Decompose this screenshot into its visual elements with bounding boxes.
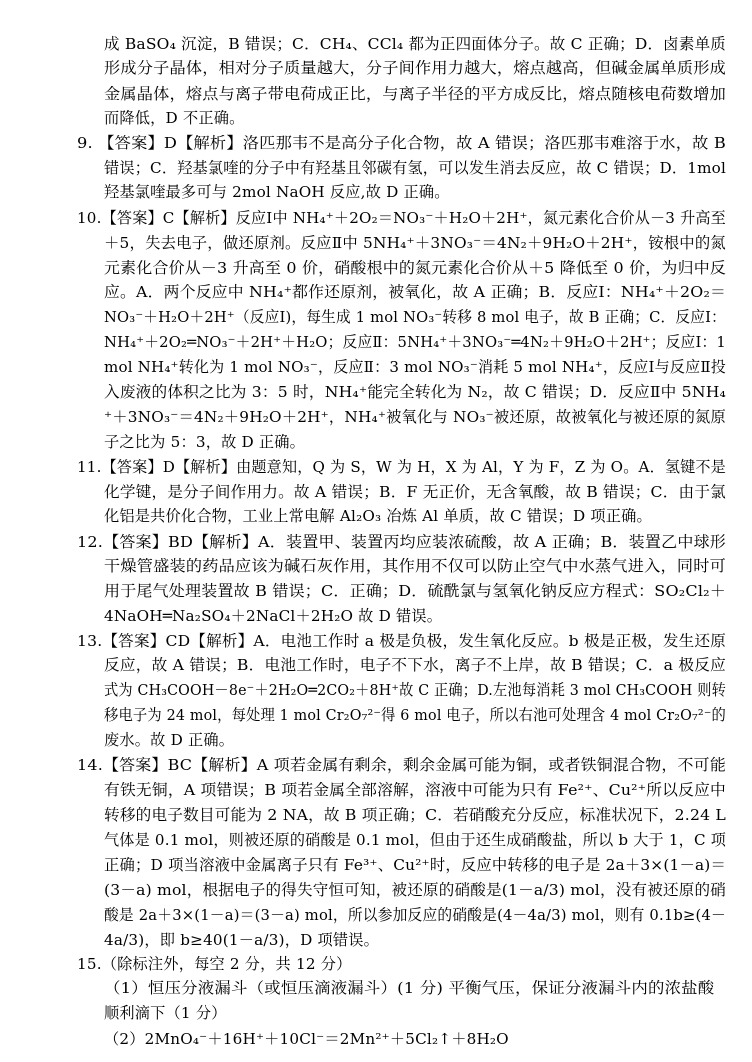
text-line: 正确；D 项当溶液中金属离子只有 Fe³⁺、Cu²⁺时，反应中转移的电子是 2a＋3×(1－a)＝ [104,856,727,874]
text-line: 干燥管盛装的药品应该为碱石灰作用，其作用不仅可以防止空气中水蒸气进入，同时可 [104,557,726,575]
text-line: （1）恒压分液漏斗（或恒压滴液漏斗）(1 分) 平衡气压，保证分液漏斗内的浓盐酸 [104,979,715,997]
text-line: （2）2MnO₄⁻＋16H⁺＋10Cl⁻＝2Mn²⁺＋5Cl₂↑＋8H₂O [104,1030,509,1048]
text-line: 10.【答案】C【解析】反应Ⅰ中 NH₄⁺＋2O₂＝NO₃⁻＋H₂O＋2H⁺，氮元素化合价从－3 升高至 [77,209,726,227]
text-line: 用于尾气处理装置故 B 错误；C．正确；D．硫酰氯与氢氧化钠反应方程式：SO₂Cl₂＋ [104,582,726,600]
text-line: 9. 【答案】D【解析】洛匹那韦不是高分子化合物，故 A 错误；洛匹那韦难溶于水，故 B [77,134,726,152]
text-line: 酸是 2a＋3×(1－a)＝(3－a) mol，所以参加反应的硝酸是(4－4a/3) mol，则有 0.1b≥(4－ [104,906,726,924]
text-line: 气体是 0.1 mol，则被还原的硝酸是 0.1 mol，但由于还生成硝酸盐，所以 b 大于 1，C 项 [104,831,727,849]
text-line: 废水。故 D 正确。 [104,731,235,749]
text-line: 4NaOH═Na₂SO₄＋2NaCl＋2H₂O 故 D 错误。 [104,607,443,625]
text-line: 14.【答案】BC【解析】A 项若金属有剩余，剩余金属可能为铜，或者铁铜混合物，不可能 [77,756,726,774]
text-line: 12.【答案】BD【解析】A．装置甲、装置丙均应装浓硫酸，故 A 正确；B．装置乙中球形 [77,533,727,551]
text-line: (3－a) mol，根据电子的得失守恒可知，被还原的硝酸是(1－a/3) mol，没有被还原的硝 [104,881,727,899]
text-line: NO₃⁻＋H₂O＋2H⁺（反应Ⅰ)，每生成 1 mol NO₃⁻转移 8 mol 电子，故 B 正确；C．反应Ⅰ： [104,308,727,326]
text-line: NH₄⁺＋2O₂═NO₃⁻＋2H⁺＋H₂O；反应Ⅱ：5NH₄⁺＋3NO₃⁻═4N₂＋9H₂O＋2H⁺；反应Ⅰ：1 [104,333,727,351]
text-line: 移电子为 24 mol，每处理 1 mol Cr₂O₇²⁻得 6 mol 电子，所以右池可处理含 4 mol Cr₂O₇²⁻的 [104,706,727,724]
text-line: 13.【答案】CD【解析】A．电池工作时 a 极是负极，发生氧化反应。b 极是正极，发生还原 [77,632,727,650]
text-line: 11.【答案】D【解析】由题意知，Q 为 S，W 为 H，X 为 Al，Y 为 F，Z 为 O。A．氢键不是 [77,458,726,476]
text-line: 入废液的体积之比为 3：5 时，NH₄⁺能完全转化为 N₂，故 C 错误；D．反应Ⅱ中 5NH₄ [104,383,727,401]
text-line: ⁺＋3NO₃⁻＝4N₂＋9H₂O＋2H⁺，NH₄⁺被氧化与 NO₃⁻被还原，故被氧化与被还原的氮原 [104,408,727,426]
text-line: 反应，故 A 错误；B．电池工作时，电子不下水，离子不上岸，故 B 错误；C．a 极反应 [104,656,726,674]
text-line: 而降低，D 不正确。 [104,109,245,127]
text-line: 成 BaSO₄ 沉淀，B 错误；C．CH₄、CCl₄ 都为正四面体分子。故 C 正确；D．卤素单质 [104,35,726,53]
text-line: 化铝是共价化合物，工业上常电解 Al₂O₃ 冶炼 Al 单质，故 C 错误；D 项正确。 [104,507,652,525]
text-line: 转移的电子数目可能为 2 NA，故 B 项正确；C．若硝酸充分反应，标准状况下，2.24 L [104,806,727,824]
text-line: 顺利滴下（1 分） [104,1004,227,1022]
text-line: ＋5，失去电子，做还原剂。反应Ⅱ中 5NH₄⁺＋3NO₃⁻＝4N₂＋9H₂O＋2H⁺，铵根中的氮 [104,234,726,252]
text-line: 应。A．两个反应中 NH₄⁺都作还原剂，被氧化，故 A 正确；B．反应Ⅰ：NH₄⁺＋2O₂＝ [104,283,727,301]
text-line: 4a/3)，即 b≥40(1－a/3)，D 项错误。 [104,931,380,949]
text-line: 式为 CH₃COOH－8e⁻＋2H₂O═2CO₂＋8H⁺故 C 正确；D.左池每消耗 3 mol CH₃COOH 则转 [104,681,727,699]
text-line: 子之比为 5：3，故 D 正确。 [104,433,306,451]
text-line: 元素化合价从－3 升高至 0 价，硝酸根中的氮元素化合价从＋5 降低至 0 价，为归中反 [104,259,727,277]
text-line: 有铁无铜，A 项错误；B 项若金属全部溶解，溶液中可能为只有 Fe²⁺、Cu²⁺所以反应中 [104,781,726,799]
text-line: 金属晶体，熔点与离子带电荷成正比，与离子半径的平方成反比，熔点随核电荷数增加 [104,85,726,103]
text-line: 羟基氯喹最多可与 2mol NaOH 反应,故 D 正确。 [104,183,450,201]
text-line: mol NH₄⁺转化为 1 mol NO₃⁻，反应Ⅱ：3 mol NO₃⁻消耗 5 mol NH₄⁺，反应Ⅰ与反应Ⅱ投 [104,358,726,376]
text-line: 形成分子晶体，相对分子质量越大，分子间作用力越大，熔点越高，但碱金属单质形成 [104,59,726,77]
text-line: 错误；C．羟基氯喹的分子中有羟基且邻碳有氢，可以发生消去反应，故 C 错误；D．1mol [104,159,727,177]
text-line: 化学键，是分子间作用力。故 A 错误；B．F 无正价，无含氧酸，故 B 错误；C．由于氯 [104,483,727,501]
text-line: 15.（除标注外，每空 2 分，共 12 分） [77,955,352,973]
